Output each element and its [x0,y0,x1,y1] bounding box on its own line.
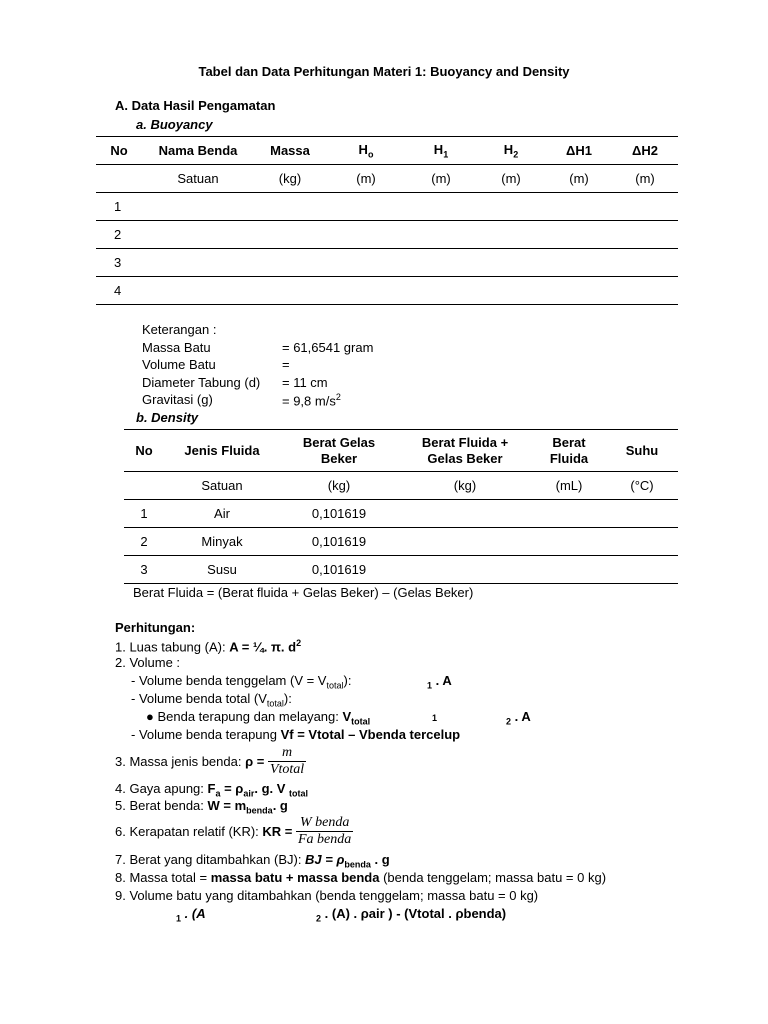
header-nama-benda: Nama Benda [158,143,238,158]
row-no: 2 [140,534,148,549]
header-berat-gelas-beker: Berat Gelas Beker [302,434,376,466]
density-units-row [124,472,678,500]
row-fluida: Minyak [201,534,243,549]
unit-massa: (kg) [278,171,302,186]
fraction-massa-jenis: $\frac{m}{\text{Vtotal}}$ [269,745,305,777]
buoyancy-table [96,136,678,305]
unit-dh2: (m) [635,171,655,186]
formula-massa-total: 8. Massa total = massa batu + massa benda (benda tenggelam; massa batu = 0 kg) [115,870,607,885]
table-row [96,193,678,221]
header-berat-fluida: Berat Fluida [549,434,589,466]
header-dh1: ΔH1 [566,143,592,158]
density-header-row [124,430,678,472]
unit-dh1: (m) [569,171,589,186]
formula-terapung-melayang: ● Benda terapung dan melayang: $V_{total}$ [146,709,371,727]
density-table [124,429,678,584]
header-jenis-fluida: Jenis Fluida [184,443,260,458]
row-no: 4 [114,283,122,298]
formula-volume-batu: 9. Volume batu yang ditambahkan (benda tenggelam; massa batu = 0 kg) [115,888,539,903]
ket-value: = 9,8 $m/s^2$ [282,392,341,409]
table-row [96,277,678,305]
buoyancy-header-row [96,137,678,165]
formula-massa-jenis: 3. Massa jenis benda: ρ = $\frac{m}{\text{Vtotal}}$ [115,745,305,777]
table-row [124,528,678,556]
formula-berat-ditambahkan: 7. Berat yang ditambahkan (BJ): BJ = $\rho_{benda}$ . g [115,852,390,870]
ket-value: = 61,6541 gram [282,340,374,355]
formula-luas-tabung: 1. Luas tabung (A): A = ¼. π. $d^2$ [115,638,302,655]
unit-berat-gelas: (kg) [327,478,351,493]
row-fluida: Air [214,506,230,521]
row-no: 3 [140,562,148,577]
unit-h0: (m) [356,171,376,186]
row-no: 2 [114,227,122,242]
formula-kerapatan-relatif: 6. Kerapatan relatif (KR): KR = $\frac{\text{W benda}}{\text{Fa benda}}$ [115,815,352,847]
table-row [124,556,678,584]
ket-key: Massa Batu [142,340,211,355]
row-no: 3 [114,255,122,270]
header-h1: $H_1$ [433,141,449,160]
header-no: No [110,143,128,158]
row-fluida: Susu [207,562,237,577]
formula-volume-tenggelam-rhs: $_1$ . A [427,673,452,691]
unit-h2: (m) [501,171,521,186]
formula-terapung-rhs: $_2$ . A [506,709,531,727]
table-row [96,221,678,249]
row-no: 1 [140,506,148,521]
header-h0: $H_o$ [358,141,374,160]
formula-gaya-apung: 4. Gaya apung: $F_a = \rho_{air}$. g. V $_{total}$ [115,781,309,799]
header-dh2: ΔH2 [632,143,658,158]
ket-key: Gravitasi (g) [142,392,213,407]
header-suhu: Suhu [625,443,659,458]
row-berat: 0,101619 [311,506,367,521]
header-h2: $H_2$ [503,141,519,160]
row-no: 1 [114,199,122,214]
density-note: Berat Fluida = (Berat fluida + Gelas Beker) – (Gelas Beker) [133,585,474,600]
unit-berat-fluida-gelas: (kg) [453,478,477,493]
ket-key: Diameter Tabung (d) [142,375,261,390]
ket-value: = 11 cm [282,375,328,390]
formula-volume-total: - Volume benda total $(V_{total})$: [131,691,292,709]
table-row [96,249,678,277]
table-row [124,500,678,528]
subsection-buoyancy: a. Buoyancy [136,117,213,132]
formula-berat-benda: 5. Berat benda: $W = m_{benda}$. g [115,798,288,816]
row-berat: 0,101619 [311,562,367,577]
subsection-density: b. Density [136,410,199,425]
ket-key: Volume Batu [142,357,216,372]
formula-volume-batu-eq-b: $_2$ . (A) . ρair ) - (Vtotal . ρbenda) [316,906,507,924]
row-berat: 0,101619 [311,534,367,549]
unit-h1: (m) [431,171,451,186]
perhitungan-heading: Perhitungan: [115,620,196,635]
header-no: No [135,443,153,458]
formula-volume-batu-eq-a: $_1$ . (A [176,906,206,924]
formula-volume-terapung: - Volume benda terapung Vf = Vtotal – Vbenda tercelup [131,727,461,742]
unit-suhu: (°C) [630,478,654,493]
units-label: Satuan [177,171,219,186]
header-berat-fluida-gelas: Berat Fluida + Gelas Beker [421,434,509,466]
header-massa: Massa [270,143,310,158]
fraction-kerapatan-relatif: $\frac{\text{W benda}}{\text{Fa benda}}$ [298,815,352,847]
unit-berat-fluida: (mL) [555,478,583,493]
keterangan-label: Keterangan : [142,322,217,337]
formula-terapung-r1: 1 [432,713,438,723]
units-label: Satuan [201,478,243,493]
formula-volume-tenggelam: - Volume benda tenggelam $(V = V_{total})$: [131,673,352,691]
formula-volume-heading: 2. Volume : [115,655,181,670]
ket-value: = [282,357,290,372]
section-a-heading: A. Data Hasil Pengamatan [115,98,276,113]
buoyancy-units-row [96,165,678,193]
page-title: Tabel dan Data Perhitungan Materi 1: Buoyancy and Density [198,64,570,79]
